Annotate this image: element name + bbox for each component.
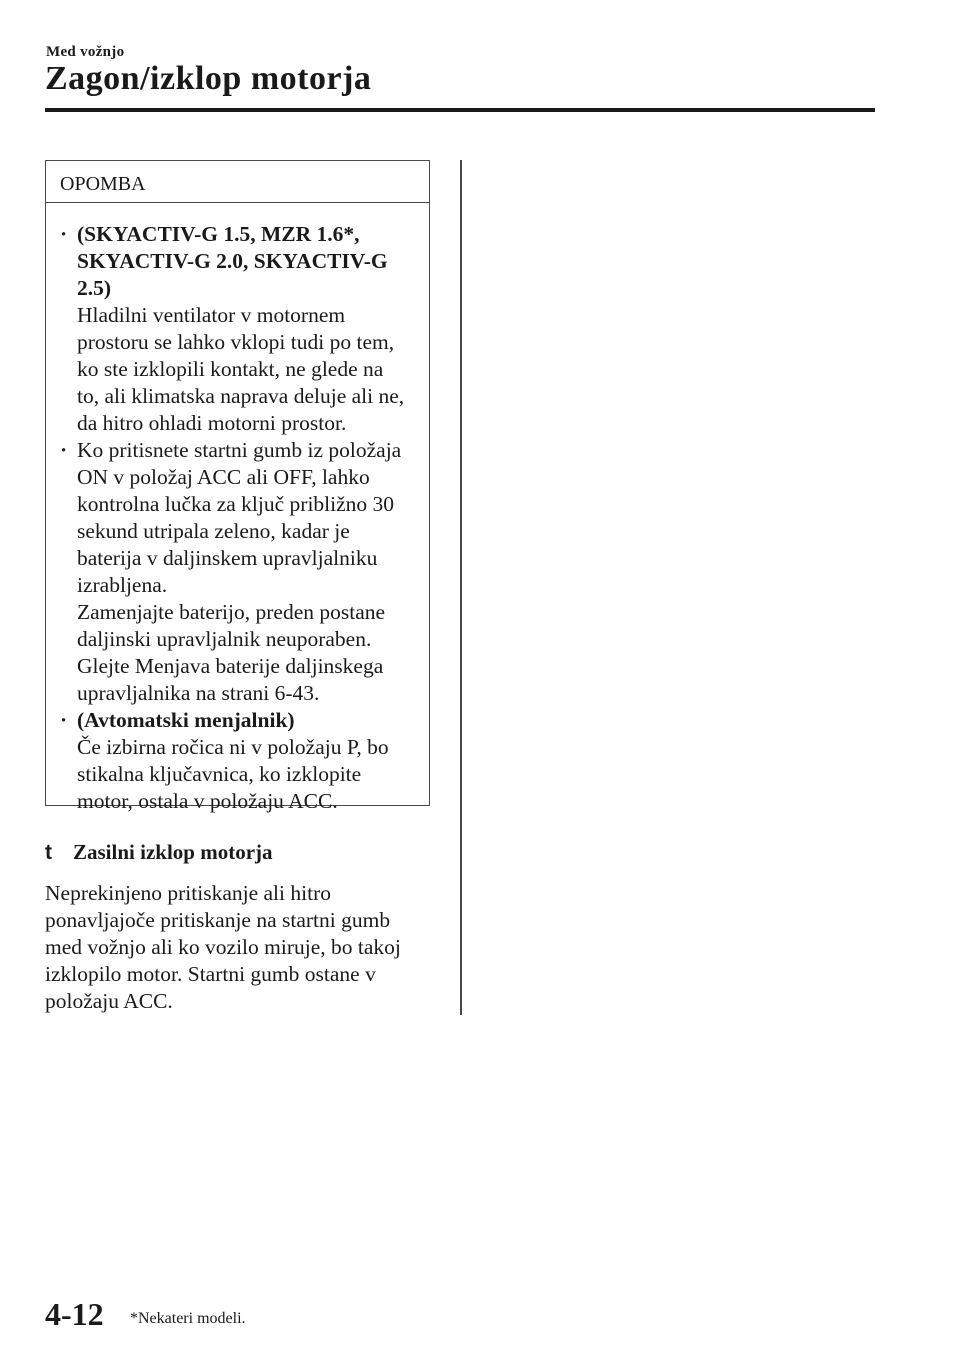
note-item-line: Hladilni ventilator v motornem — [77, 303, 346, 327]
note-item-line: upravljalnika na strani 6-43. — [77, 681, 320, 705]
note-item-line: ON v položaj ACC ali OFF, lahko — [77, 465, 370, 489]
note-item-line: kontrolna lučka za ključ približno 30 — [77, 492, 395, 516]
note-item — [60, 221, 415, 437]
note-item-line: Zamenjajte baterijo, preden postane — [77, 600, 386, 624]
body-line: Neprekinjeno pritiskanje ali hitro — [45, 881, 331, 905]
note-item — [60, 707, 415, 815]
note-item-bold-line: (SKYACTIV-G 1.5, MZR 1.6*, — [77, 222, 360, 246]
note-item — [60, 437, 415, 707]
note-item-line: baterija v daljinskem upravljalniku — [77, 546, 378, 570]
note-item-line: sekund utripala zeleno, kadar je — [77, 519, 350, 543]
note-item-bold-line: (Avtomatski menjalnik) — [77, 708, 295, 732]
page-title: Zagon/izklop motorja — [45, 60, 372, 97]
note-item-line: prostoru se lahko vklopi tudi po tem, — [77, 330, 395, 354]
note-item-bold-line: SKYACTIV-G 2.0, SKYACTIV-G — [77, 249, 388, 273]
section-marker-icon: t — [45, 841, 52, 864]
note-item-bold-line: 2.5) — [77, 276, 112, 300]
note-item-line: izrabljena. — [77, 573, 168, 597]
body-line: izklopilo motor. Startni gumb ostane v — [45, 962, 376, 986]
note-item-line: da hitro ohladi motorni prostor. — [77, 411, 347, 435]
section-label: Med vožnjo — [46, 44, 125, 60]
bullet-icon: · — [60, 708, 68, 732]
footnote: *Nekateri modeli. — [130, 1310, 246, 1327]
page-number: 4-12 — [45, 1296, 104, 1332]
body-line: med vožnjo ali ko vozilo miruje, bo takoj — [45, 935, 401, 959]
column-divider — [460, 160, 462, 1015]
bullet-icon: · — [60, 222, 68, 246]
note-item-line: stikalna ključavnica, ko izklopite — [77, 762, 362, 786]
note-item-line: motor, ostala v položaju ACC. — [77, 789, 338, 813]
body-line: ponavljajoče pritiskanje na startni gumb — [45, 908, 391, 932]
body-line: položaju ACC. — [45, 989, 173, 1013]
section-heading — [45, 840, 273, 865]
note-box — [45, 160, 430, 813]
note-item-line: Ko pritisnete startni gumb iz položaja — [77, 438, 402, 462]
section-heading-text: Zasilni izklop motorja — [73, 840, 273, 864]
note-heading: OPOMBA — [46, 161, 429, 203]
note-item-line: daljinski upravljalnik neuporaben. — [77, 627, 372, 651]
note-list — [46, 203, 429, 815]
note-item-line: to, ali klimatska naprava deluje ali ne, — [77, 384, 405, 408]
note-item-line: Glejte Menjava baterije daljinskega — [77, 654, 384, 678]
title-rule — [45, 108, 875, 112]
note-item-line: Če izbirna ročica ni v položaju P, bo — [77, 735, 389, 759]
note-item-line: ko ste izklopili kontakt, ne glede na — [77, 357, 384, 381]
section-body — [45, 880, 401, 1015]
bullet-icon: · — [60, 438, 68, 462]
